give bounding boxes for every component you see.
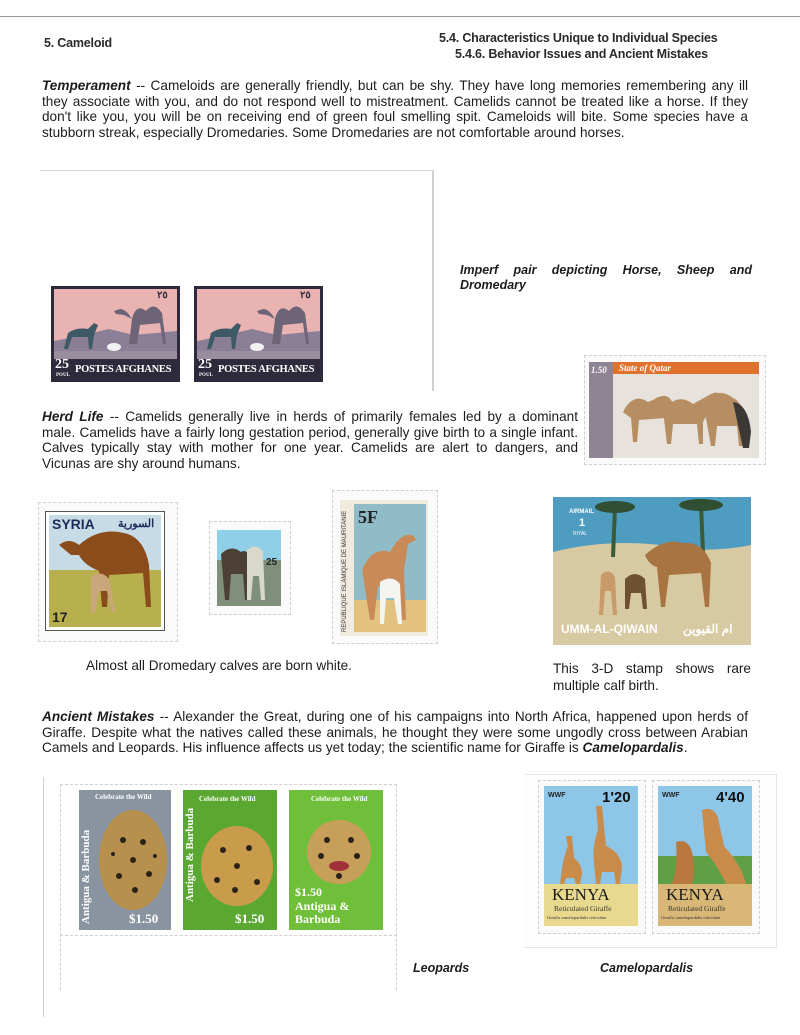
syria-stamp-country: SYRIA [52, 516, 95, 532]
page-top-rule [0, 16, 800, 17]
uaq-stamp-value: 1 [579, 517, 586, 529]
wwf-logo: WWF [548, 792, 566, 799]
chapter-title: 5. Cameloid [44, 36, 112, 50]
leopard-stamp-country: Antigua & Barbuda [184, 807, 196, 902]
qatar-stamp [589, 362, 759, 458]
uaq-arabic-country: ام القيوين [683, 622, 733, 636]
leopard-stamp-banner: Celebrate the Wild [95, 793, 152, 801]
leopard-stamp-3 [289, 790, 383, 930]
mauritania-stamp-country: REPUBLIQUE ISLAMIQUE DE MAURITANIE [342, 510, 348, 632]
afghan-pair-caption: Imperf pair depicting Horse, Sheep and Dromedary [460, 263, 752, 292]
ancient-mistakes-end: . [683, 740, 688, 756]
leopard-stamp-banner: Celebrate the Wild [199, 795, 256, 803]
afghan-stamp-corner-value: ٢٥ [157, 290, 168, 301]
afghan-stamp-unit: POUL [199, 373, 213, 378]
uaq-country: UMM-AL-QIWAIN [561, 622, 658, 636]
temperament-paragraph [42, 78, 748, 140]
qatar-stamp-art [589, 362, 759, 458]
kenya-stamp-species: Reticulated Giraffe [668, 904, 726, 913]
giraffes-caption: Camelopardalis [600, 961, 694, 975]
kenya-stamp-latin: Giraffa camelopardalis reticulata [661, 915, 721, 920]
ancient-mistakes-paragraph [42, 709, 748, 756]
afghan-stamp-right [194, 286, 323, 382]
afghan-stamp-value: 25 [55, 357, 69, 372]
small-camel-stamp [217, 530, 281, 606]
uaq-currency: RIYAL [573, 531, 588, 537]
leopard-strip-margin [60, 934, 397, 990]
kenya-stamp-2 [658, 786, 752, 926]
leopard-stamp-1 [79, 790, 171, 930]
leopard-stamp-banner: Celebrate the Wild [311, 795, 368, 803]
herd-life-paragraph [42, 409, 578, 471]
leopard-stamp-2 [183, 790, 277, 930]
kenya-stamp-1 [544, 786, 638, 926]
afghan-stamp-left [51, 286, 180, 382]
uaq-airmail-label: AIRMAIL [569, 509, 594, 515]
uaq-caption: This 3-D stamp shows rare multiple calf birth. [553, 661, 751, 693]
temperament-text: -- Cameloids are generally friendly, but can be shy. They have long memories remembering any ill they associate with you, and do not respond well to mistreatment. Camelids cannot be treated like a horse. If they don't like you, you will be on receiving end of green foul smelling spit. Cameloids will bite. Some species have a stubborn streak, especially Dromedaries. Some Dromedaries are not comfortable around horses. [42, 78, 748, 140]
leopard-stamp-value: $1.50 [295, 885, 322, 899]
afghan-stamp-unit: POUL [56, 373, 70, 378]
leopards-caption: Leopards [413, 961, 470, 975]
ancient-mistakes-text: -- Alexander the Great, during one of his campaigns into North Africa, happened upon herds of Giraffe. Despite what the natives called these animals, he thought they were some ungodly cross between Arabian Camels and Leopards. His influence affects us yet today; the scientific name for Giraffe is [42, 709, 748, 756]
leopard-stamp-value: $1.50 [129, 911, 159, 926]
subsection-title: 5.4.6. Behavior Issues and Ancient Mistakes [455, 47, 708, 61]
afghan-stamp-country: POSTES AFGHANES [75, 364, 172, 375]
qatar-stamp-value: 1.50 [591, 365, 607, 375]
small-camel-stamp-value: 25 [266, 557, 278, 568]
leopard-stamp-value: $1.50 [235, 911, 265, 926]
mauritania-stamp-value: 5F [358, 507, 378, 527]
syria-stamp [45, 511, 165, 631]
calf-stamps-caption: Almost all Dromedary calves are born white. [86, 658, 352, 673]
kenya-stamp-country: KENYA [666, 885, 724, 904]
wwf-logo: WWF [662, 792, 680, 799]
ancient-mistakes-term: Camelopardalis [582, 740, 684, 756]
syria-stamp-arabic: السورية [118, 518, 155, 530]
temperament-heading: Temperament [42, 78, 131, 93]
leopard-stamp-country: Antigua & Barbuda [80, 829, 92, 924]
kenya-stamp-latin: Giraffa camelopardalis reticulata [547, 915, 607, 920]
herd-life-text: -- Camelids generally live in herds of primarily females led by a dominant male. Camelids have a fairly long gestation period, generally give birth to a single infant. Calves typically stay with mother for one year. Camelids are alert to dangers, and Vicunas are shy around humans. [42, 409, 578, 471]
kenya-stamp-value: 4'40 [716, 789, 745, 806]
afghan-stamp-country: POSTES AFGHANES [218, 364, 315, 375]
leopard-stamp-art [79, 790, 171, 930]
kenya-stamp-species: Reticulated Giraffe [554, 904, 612, 913]
leopard-stamp-art [183, 790, 277, 930]
leopard-stamp-country: Antigua & Barbuda [295, 899, 350, 926]
section-title: 5.4. Characteristics Unique to Individual Species [439, 31, 718, 45]
umm-al-qiwain-stamp [553, 497, 751, 645]
mauritania-stamp [340, 500, 428, 636]
ancient-mistakes-heading: Ancient Mistakes [42, 709, 155, 724]
small-camel-stamp-art [217, 530, 281, 606]
herd-life-heading: Herd Life [42, 409, 104, 424]
mauritania-stamp-art [340, 500, 428, 636]
kenya-stamp-value: 1'20 [602, 789, 631, 806]
afghan-stamp-value: 25 [198, 357, 212, 372]
syria-stamp-value: 17 [52, 609, 68, 625]
leopard-sheet-edge [43, 777, 44, 1017]
afghan-stamp-corner-value: ٢٥ [300, 290, 311, 301]
kenya-stamp-country: KENYA [552, 885, 610, 904]
qatar-stamp-country: State of Qatar [619, 363, 672, 373]
